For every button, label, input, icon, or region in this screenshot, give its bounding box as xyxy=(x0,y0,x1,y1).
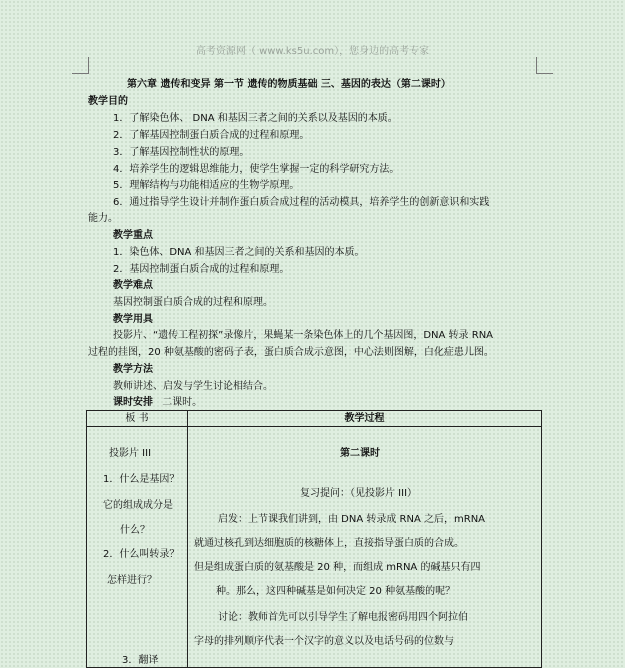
process-line: 但是组成蛋白质的氨基酸是 20 种，而组成 mRNA 的碱基只有四 xyxy=(194,562,481,573)
goal-item: 4．培养学生的逻辑思维能力，使学生掌握一定的科学研究方法。 xyxy=(113,164,400,175)
board-column xyxy=(87,427,188,668)
goal-item: 5．理解结构与功能相适应的生物学原理。 xyxy=(113,180,300,191)
process-line: 复习提问：（见投影片 III） xyxy=(300,488,418,499)
board-line: 它的组成成分是 xyxy=(103,500,173,511)
keypoints-heading: 教学重点 xyxy=(113,230,153,241)
board-line: 1．什么是基因？ xyxy=(103,474,180,485)
goal-item: 3．了解基因控制性状的原理。 xyxy=(113,147,250,158)
process-line: 讨论：教师首先可以引导学生了解电报密码用四个阿拉伯 xyxy=(218,612,468,623)
schedule-line xyxy=(113,396,202,410)
goal-item-continued: 能力。 xyxy=(88,213,118,224)
schedule-label: 课时安排 xyxy=(113,397,153,408)
process-subtitle: 第二课时 xyxy=(340,448,380,459)
goal-item: 6．通过指导学生设计并制作蛋白质合成过程的活动模具，培养学生的创新意识和实践 xyxy=(113,197,490,208)
tools-heading: 教学用具 xyxy=(113,314,153,325)
page-header: 高考资源网（ www.ks5u.com），您身边的高考专家 xyxy=(195,46,430,57)
process-line: 启发：上节课我们讲到，由 DNA 转录成 RNA 之后，mRNA xyxy=(218,514,486,525)
goal-item: 2．了解基因控制蛋白质合成的过程和原理。 xyxy=(113,130,310,141)
board-line: 2．什么叫转录？ xyxy=(103,549,180,560)
methods-heading: 教学方法 xyxy=(113,364,153,375)
board-line: 投影片 III xyxy=(109,448,152,459)
margin-corner-right xyxy=(536,57,553,74)
board-line: 怎样进行？ xyxy=(107,575,157,586)
keypoint-item: 2．基因控制蛋白质合成的过程和原理。 xyxy=(113,264,290,275)
table-header-process: 教学过程 xyxy=(188,411,542,427)
table-header-board: 板 书 xyxy=(87,411,188,427)
process-line: 字母的排列顺序代表一个汉字的意义以及电话号码的位数与 xyxy=(194,636,454,647)
board-line: 3．翻译 xyxy=(122,655,159,666)
margin-corner-left xyxy=(72,57,89,74)
process-line: 就通过核孔到达细胞质的核糖体上，直接指导蛋白质的合成。 xyxy=(194,538,464,549)
process-column xyxy=(188,427,542,668)
methods-text: 教师讲述、启发与学生讨论相结合。 xyxy=(113,381,273,392)
board-line: 什么？ xyxy=(120,525,150,536)
document-title: 第六章 遗传和变异 第一节 遗传的物质基础 三、基因的表达（第二课时） xyxy=(127,79,451,90)
schedule-value: 二课时。 xyxy=(162,397,203,408)
lesson-table xyxy=(86,410,542,668)
difficulty-text: 基因控制蛋白质合成的过程和原理。 xyxy=(113,297,273,308)
goal-item: 1．了解染色体、 DNA 和基因三者之间的关系以及基因的本质。 xyxy=(113,113,398,124)
tools-line: 投影片、“遗传工程初探”录像片，果蝇某一条染色体上的几个基因图，DNA 转录 RNA xyxy=(113,330,494,341)
keypoint-item: 1．染色体、DNA 和基因三者之间的关系和基因的本质。 xyxy=(113,247,365,258)
goals-heading: 教学目的 xyxy=(88,96,128,107)
difficulty-heading: 教学难点 xyxy=(113,280,153,291)
tools-line: 过程的挂图，20 种氨基酸的密码子表，蛋白质合成示意图，中心法则图解，白化症患儿图。 xyxy=(88,347,494,358)
process-line: 种。那么，这四种碱基是如何决定 20 种氨基酸的呢？ xyxy=(216,586,456,597)
